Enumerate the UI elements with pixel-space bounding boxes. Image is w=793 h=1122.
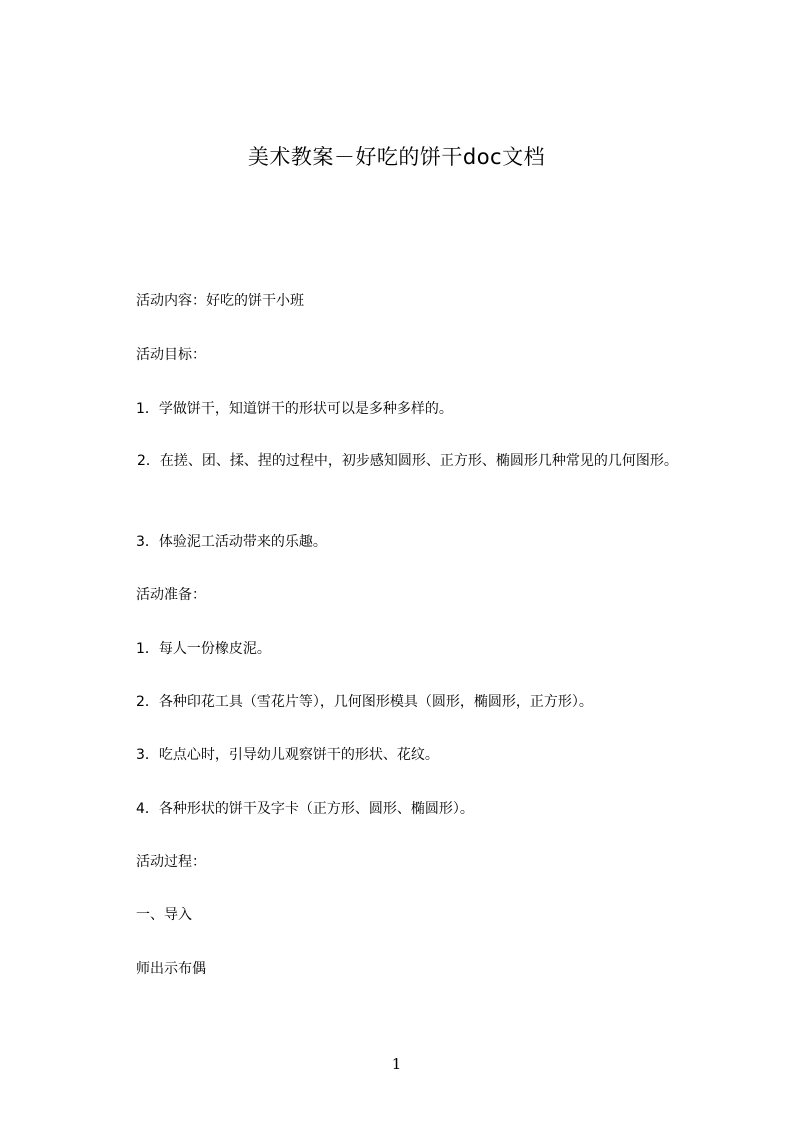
prep-item-3: 3．吃点心时，引导幼儿观察饼干的形状、花纹。 [136,747,439,763]
heading-activity-preparation: 活动准备： [136,587,206,603]
goal-item-1: 1．学做饼干，知道饼干的形状可以是多种多样的。 [136,401,453,417]
goal-item-2: 2．在搓、团、揉、捏的过程中，初步感知圆形、正方形、椭圆形几种常见的几何图形。 [137,453,678,469]
prep-item-2: 2．各种印花工具（雪花片等），几何图形模具（圆形，椭圆形，正方形）。 [136,694,593,710]
goal-item-3: 3．体验泥工活动带来的乐趣。 [136,534,327,550]
prep-item-4: 4．各种形状的饼干及字卡（正方形、圆形、椭圆形）。 [136,801,474,817]
process-text: 师出示布偶 [136,961,206,977]
prep-item-1: 1．每人一份橡皮泥。 [136,641,271,657]
paragraph-activity-content: 活动内容：好吃的饼干小班 [136,293,304,309]
heading-activity-process: 活动过程： [136,854,206,870]
heading-activity-goals: 活动目标： [136,347,206,363]
process-step-1: 一、导入 [136,907,192,923]
document-title: 美术教案－好吃的饼干doc文档 [247,145,546,169]
page-number: 1 [391,1055,402,1073]
